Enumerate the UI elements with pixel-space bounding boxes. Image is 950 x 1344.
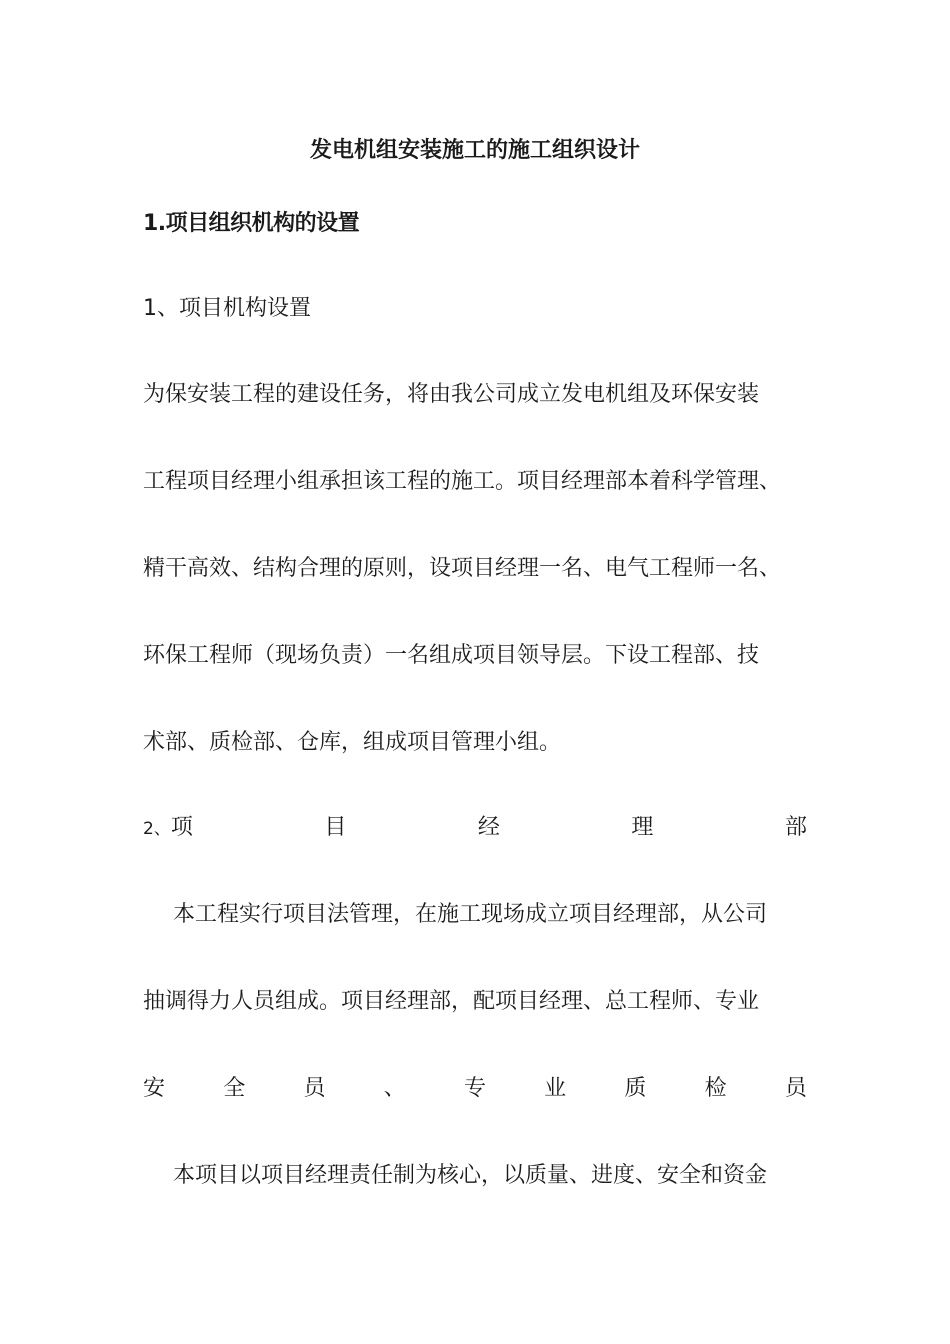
spread-char: 全 xyxy=(223,1076,246,1101)
paragraph-line: 精干高效、结构合理的原则，设项目经理一名、电气工程师一名、 xyxy=(143,556,782,581)
paragraph-line: 术部、质检部、仓库，组成项目管理小组。 xyxy=(143,730,562,755)
spread-text-line xyxy=(143,1074,807,1104)
heading-char: 理 xyxy=(631,815,654,840)
paragraph-line: 环保工程师（现场负责）一名组成项目领导层。下设工程部、技 xyxy=(143,643,760,668)
paragraph-line: 工程项目经理小组承担该工程的施工。项目经理部本着科学管理、 xyxy=(143,469,782,494)
paragraph-line: 本工程实行项目法管理，在施工现场成立项目经理部，从公司 xyxy=(173,902,768,927)
spread-char: 、 xyxy=(383,1076,406,1101)
spread-char: 安 xyxy=(143,1076,166,1101)
heading-char: 部 xyxy=(784,815,807,840)
heading-char: 项 xyxy=(170,815,193,840)
document-title: 发电机组安装施工的施工组织设计 xyxy=(309,138,640,163)
section-heading: 1.项目组织机构的设置 xyxy=(143,211,360,236)
spread-char: 业 xyxy=(544,1076,567,1101)
subsection-heading-2 xyxy=(143,813,807,844)
heading-char: 经 xyxy=(477,815,500,840)
spread-char: 员 xyxy=(303,1076,326,1101)
spread-char: 质 xyxy=(624,1076,647,1101)
spread-char: 专 xyxy=(463,1076,486,1101)
subsection-heading-1: 1、项目机构设置 xyxy=(143,296,311,321)
spread-char: 检 xyxy=(704,1076,727,1101)
subsection-number: 2、 xyxy=(143,819,171,839)
heading-char: 目 xyxy=(324,815,347,840)
subsection-heading-2-first xyxy=(143,813,193,844)
spread-char: 员 xyxy=(784,1076,807,1101)
paragraph-line: 抽调得力人员组成。项目经理部，配项目经理、总工程师、专业 xyxy=(143,989,760,1014)
paragraph-line: 为保安装工程的建设任务，将由我公司成立发电机组及环保安装 xyxy=(143,382,760,407)
paragraph-line: 本项目以项目经理责任制为核心，以质量、进度、安全和资金 xyxy=(173,1163,768,1188)
